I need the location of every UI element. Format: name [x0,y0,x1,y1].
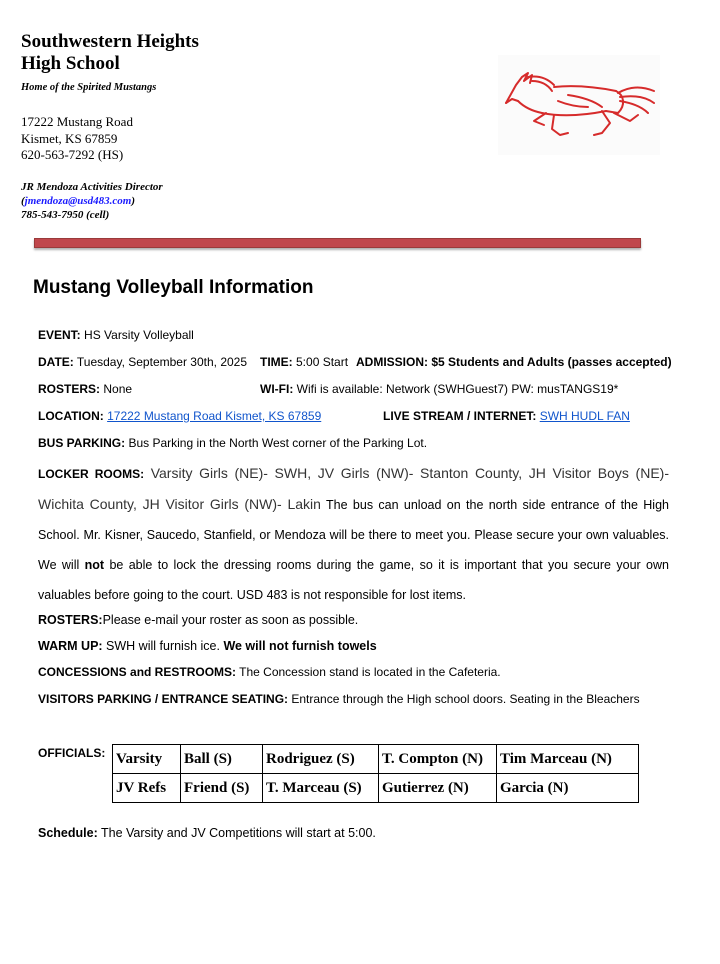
visitors-parking-label: VISITORS PARKING / ENTRANCE SEATING: [38,692,289,706]
rosters-label: ROSTERS: [38,382,101,396]
visitors-parking-line [38,692,640,706]
schedule-line [38,826,376,840]
school-name [21,31,199,75]
director-cell: 785-543-7950 (cell) [21,209,110,221]
event-value: HS Varsity Volleyball [80,328,194,342]
director-block [21,180,163,222]
table-row [113,745,639,774]
locker-rooms-assignments: Varsity Girls (NE)- SWH, JV Girls (NW)- Stanton County, JH Visitor Boys (NE)- Wichita County, JH Visitor Girls (NW)- Lakin [38,465,669,512]
officials-cell: T. Compton (N) [379,745,497,774]
wifi-value: Wifi is available: Network (SWHGuest7) PW: musTANGS19* [293,382,619,396]
officials-cell: Gutierrez (N) [379,774,497,803]
live-stream-line [383,409,630,423]
admission-line [356,355,672,369]
warm-up-emphasis: We will not furnish towels [223,639,377,653]
locker-rooms-emphasis: not [84,558,105,572]
mustang-horse-icon [498,55,660,155]
location-line [38,409,321,423]
schedule-value: The Varsity and JV Competitions will start at 5:00. [97,826,376,840]
school-name-line2: High School [21,53,120,74]
rosters-line [38,382,132,396]
time-value: 5:00 Start [292,355,349,369]
locker-rooms-label: LOCKER ROOMS: [38,467,145,481]
address-city: Kismet, KS 67859 [21,130,118,146]
schedule-label: Schedule: [38,826,98,840]
wifi-label: WI-FI: [260,382,294,396]
officials-label-text: OFFICIALS: [38,746,106,760]
time-label: TIME: [260,355,293,369]
email-close-paren: ) [131,195,135,207]
warm-up-value: SWH will furnish ice. [102,639,224,653]
wifi-line [260,382,618,396]
bus-parking-label: BUS PARKING: [38,436,126,450]
officials-table [112,744,639,803]
rosters-email-line [38,613,358,627]
address-street: 17222 Mustang Road [21,114,133,129]
concessions-value: The Concession stand is located in the Cafeteria. [236,665,501,679]
table-row [113,774,639,803]
officials-cell: Garcia (N) [497,774,639,803]
date-value: Tuesday, September 30th, 2025 [73,355,248,369]
concessions-label: CONCESSIONS and RESTROOMS: [38,665,237,679]
concessions-line [38,665,501,679]
event-label: EVENT: [38,328,81,342]
date-label: DATE: [38,355,74,369]
locker-rooms-paragraph [38,458,669,610]
officials-cell: Ball (S) [181,745,263,774]
rosters-value: None [100,382,133,396]
officials-cell: JV Refs [113,774,181,803]
officials-cell: T. Marceau (S) [263,774,379,803]
director-email-link[interactable]: jmendoza@usd483.com [24,195,132,207]
officials-label [38,746,105,760]
rosters-email-label: ROSTERS: [38,613,103,627]
location-label: LOCATION: [38,409,104,423]
location-link[interactable]: 17222 Mustang Road Kismet, KS 67859 [107,409,322,423]
live-stream-link[interactable]: SWH HUDL FAN [539,409,630,423]
bus-parking-value: Bus Parking in the North West corner of the Parking Lot. [125,436,428,450]
visitors-parking-value: Entrance through the High school doors. Seating in the Bleachers [288,692,640,706]
officials-cell: Tim Marceau (N) [497,745,639,774]
live-stream-label: LIVE STREAM / INTERNET: [383,409,537,423]
officials-cell: Friend (S) [181,774,263,803]
warm-up-label: WARM UP: [38,639,103,653]
bus-parking-line [38,436,427,450]
page-title: Mustang Volleyball Information [33,277,314,298]
phone: 620-563-7292 (HS) [21,147,124,162]
rosters-email-value: Please e-mail your roster as soon as possible. [102,613,359,627]
event-line [38,328,194,342]
school-name-line1: Southwestern Heights [21,31,199,52]
header-divider [34,238,641,248]
locker-rooms-text1: The bus can unload on the north side entrance of the High School. Mr. Kisner, Saucedo, Stanfield, or Mendoza will be there to meet you. Please secure your own valuables. We will [38,498,669,572]
officials-cell: Rodriguez (S) [263,745,379,774]
tagline: Home of the Spirited Mustangs [21,82,157,93]
officials-cell: Varsity [113,745,181,774]
mustang-logo [498,55,660,155]
date-line [38,355,247,369]
time-line [260,355,348,369]
address-block [21,114,133,164]
admission-label: ADMISSION: $5 Students and Adults (passes accepted) [356,355,672,369]
locker-rooms-text2: be able to lock the dressing rooms during the game, so it is important that you secure your own valuables before going to the court. USD 483 is not responsible for lost items. [38,558,669,602]
warm-up-line [38,639,377,653]
email-open-paren: ( [21,195,25,207]
director-name: JR Mendoza Activities Director [21,181,163,193]
director-email-line [21,194,163,208]
